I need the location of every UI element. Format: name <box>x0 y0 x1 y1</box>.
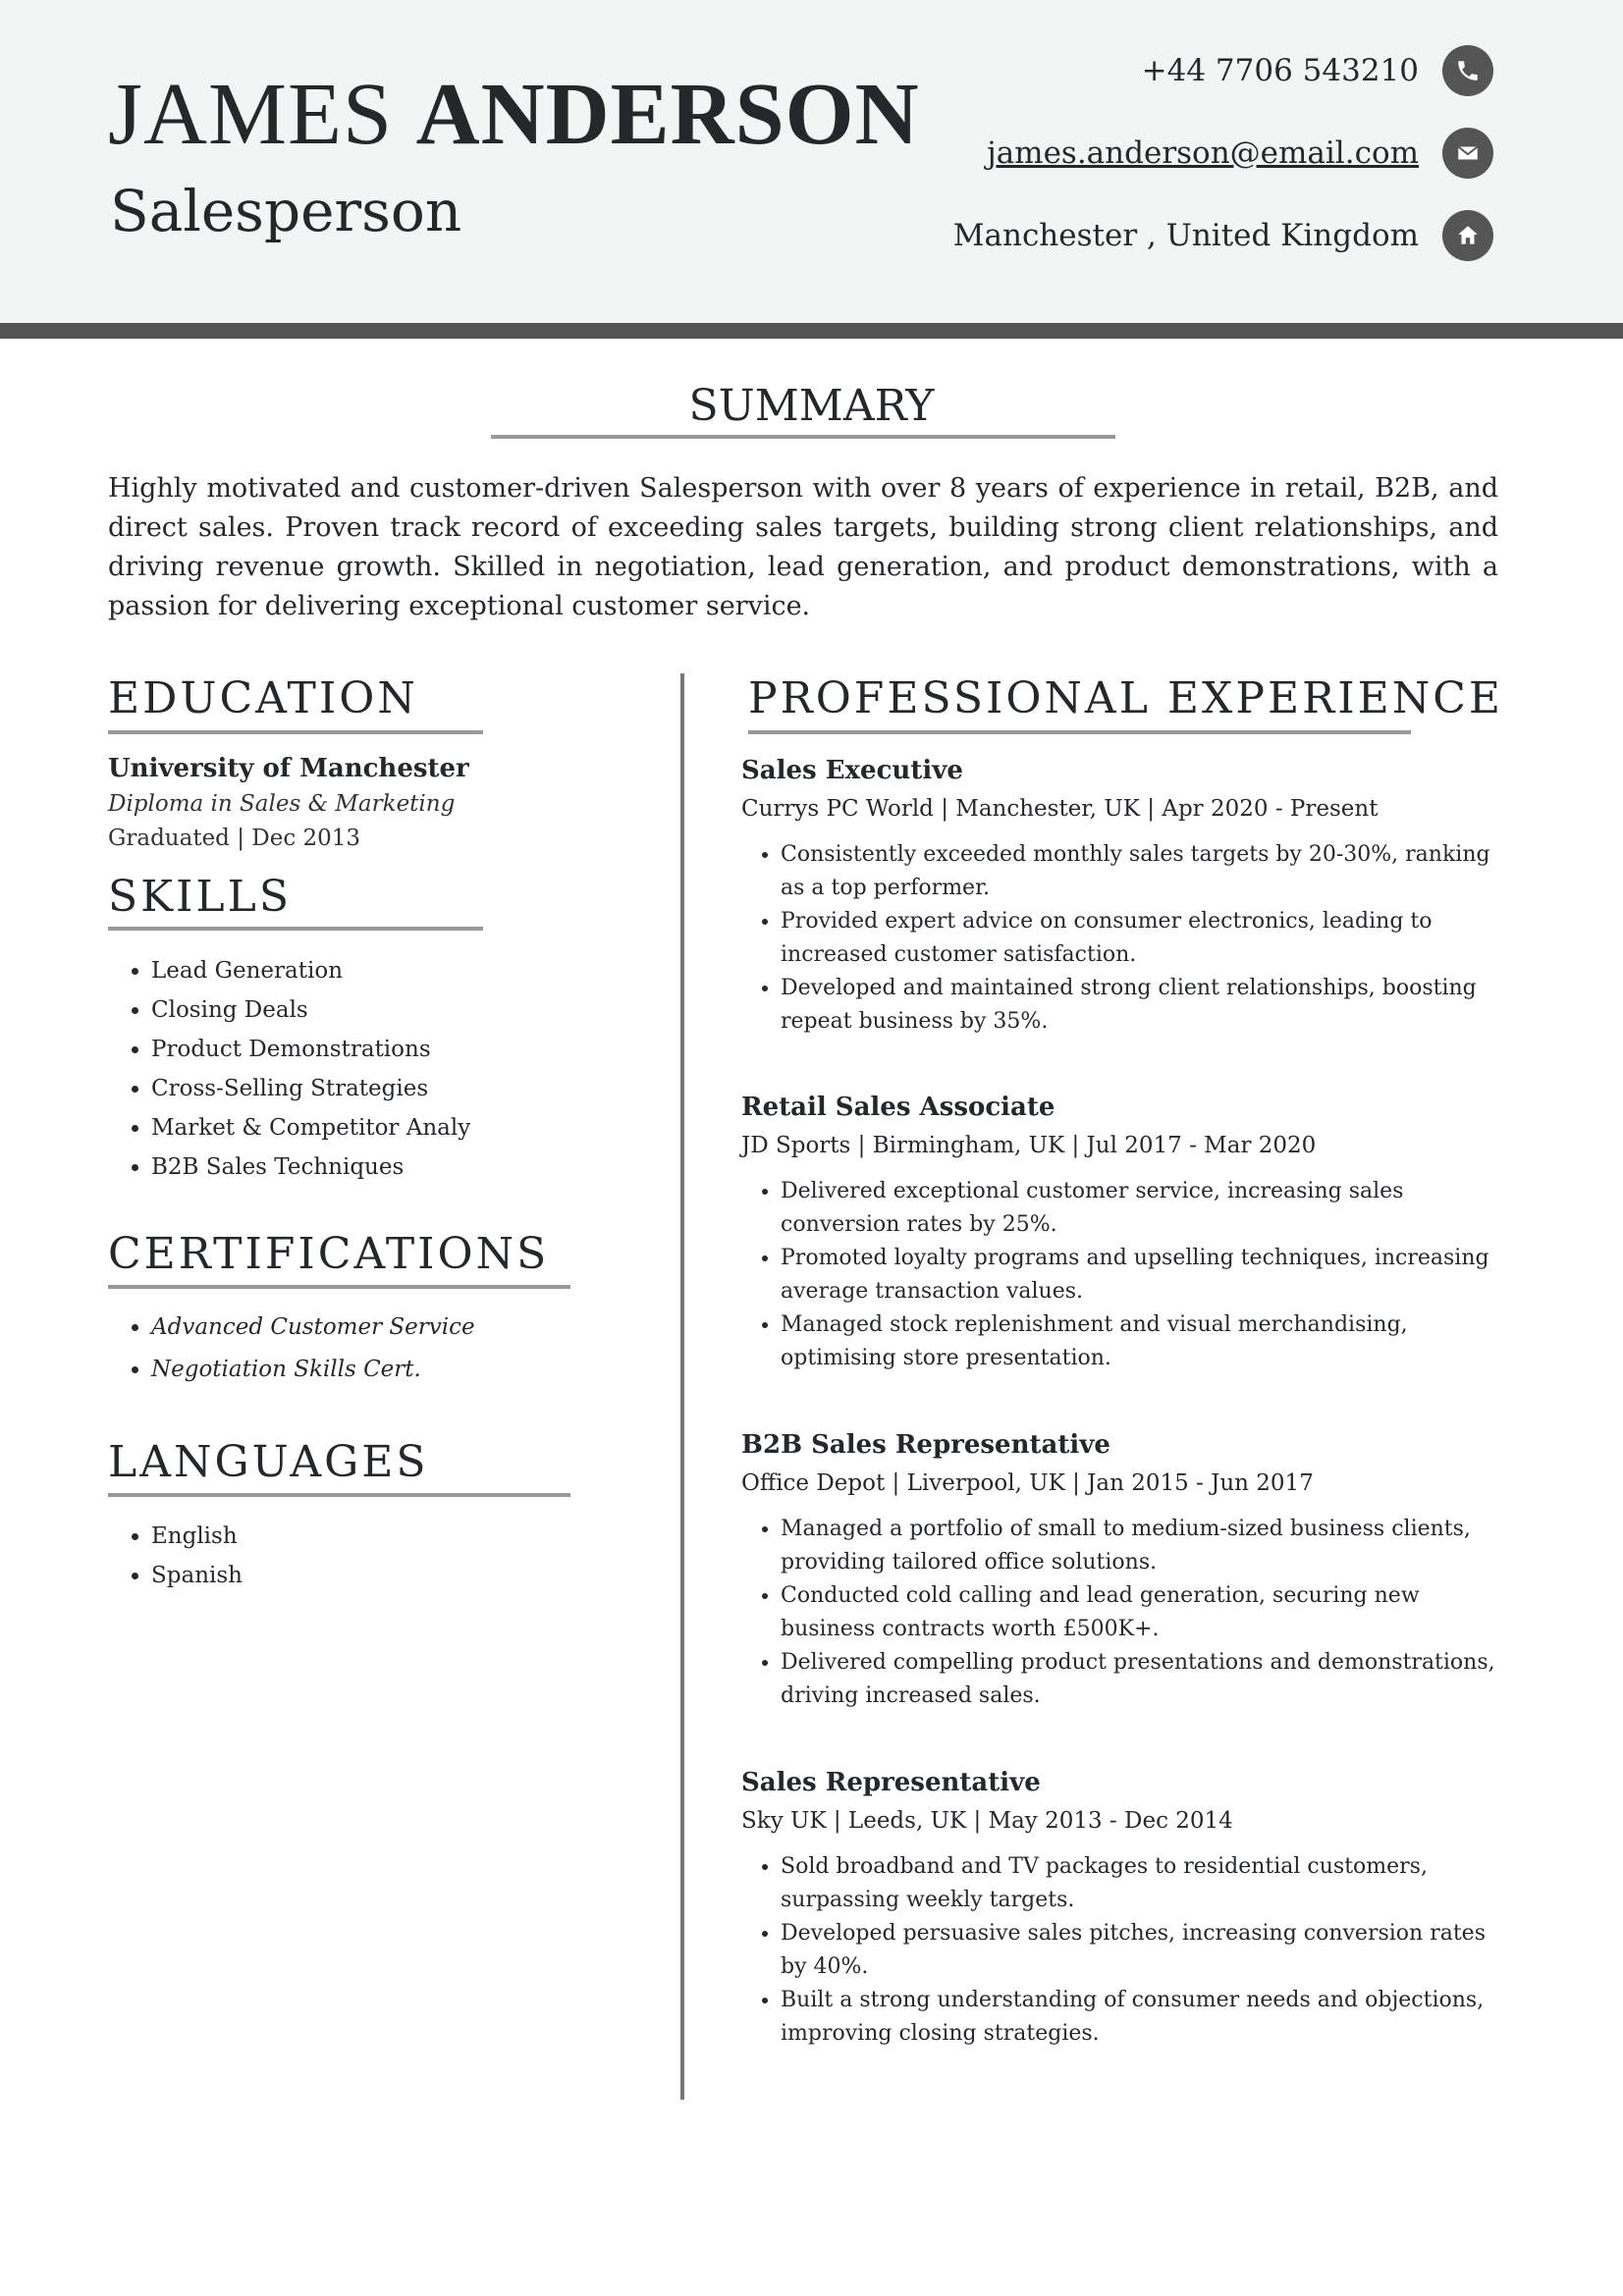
list-item: • Negotiation Skills Cert. <box>151 1349 475 1391</box>
education-heading: EDUCATION <box>108 673 418 723</box>
job-bullets <box>741 1513 1507 1713</box>
skills-rule <box>108 927 483 931</box>
list-item: • Spanish <box>151 1556 243 1595</box>
job-entry <box>741 1091 1507 1375</box>
email-link[interactable]: james.anderson@email.com <box>987 135 1419 171</box>
job-bullets <box>741 838 1507 1039</box>
job-entry <box>741 754 1507 1039</box>
job-entry <box>741 1428 1507 1713</box>
certifications-list <box>108 1307 475 1391</box>
certifications-heading: CERTIFICATIONS <box>108 1229 550 1279</box>
job-meta: Office Depot | Liverpool, UK | Jan 2015 - Jun 2017 <box>741 1470 1314 1496</box>
list-item: • B2B Sales Techniques <box>151 1148 470 1187</box>
list-item: • English <box>151 1517 243 1556</box>
certifications-rule <box>108 1285 570 1289</box>
education-school: University of Manchester <box>108 754 469 783</box>
experience-rule <box>748 730 1411 734</box>
list-item: • Market & Competitor Analy <box>151 1108 470 1148</box>
list-item: • Delivered exceptional customer service, increasing sales conversion rates by 25%. <box>781 1175 1507 1242</box>
column-divider <box>680 673 684 2100</box>
list-item: • Closing Deals <box>151 990 470 1030</box>
list-item: • Provided expert advice on consumer electronics, leading to increased customer satisfaction. <box>781 905 1507 972</box>
home-icon <box>1442 210 1493 261</box>
summary-text: Highly motivated and customer-driven Salesperson with over 8 years of experience in retail, B2B, and direct sales. Proven track record of exceeding sales targets, building strong client relationships, and driving revenue growth. Skilled in negotiation, lead generation, and product demonstrations, with a passion for delivering exceptional customer service. <box>108 473 1498 621</box>
list-item: • Sold broadband and TV packages to residential customers, surpassing weekly targets. <box>781 1850 1507 1917</box>
languages-list <box>108 1517 243 1595</box>
job-role: Retail Sales Associate <box>741 1093 1055 1122</box>
list-item: • Conducted cold calling and lead generation, securing new business contracts worth £500K+. <box>781 1579 1507 1646</box>
resume-header <box>0 0 1623 323</box>
envelope-icon <box>1442 128 1493 179</box>
education-rule <box>108 730 483 734</box>
first-name: JAMES <box>108 66 394 163</box>
job-role: Sales Representative <box>741 1768 1041 1797</box>
last-name: ANDERSON <box>415 66 920 163</box>
job-entry <box>741 1766 1507 2051</box>
skills-list <box>108 951 470 1187</box>
skills-heading: SKILLS <box>108 872 292 922</box>
job-bullets <box>741 1175 1507 1375</box>
job-meta: Currys PC World | Manchester, UK | Apr 2020 - Present <box>741 796 1379 822</box>
location-text: Manchester , United Kingdom <box>952 218 1419 253</box>
contact-phone <box>806 44 1493 97</box>
job-bullets <box>741 1850 1507 2051</box>
job-title: Salesperson <box>110 178 462 244</box>
job-meta: JD Sports | Birmingham, UK | Jul 2017 - Mar 2020 <box>741 1133 1317 1158</box>
education-graduated: Graduated | Dec 2013 <box>108 826 361 851</box>
list-item: • Advanced Customer Service <box>151 1307 475 1349</box>
header-divider-bar <box>0 323 1623 339</box>
languages-rule <box>108 1493 570 1497</box>
job-meta: Sky UK | Leeds, UK | May 2013 - Dec 2014 <box>741 1808 1233 1834</box>
list-item: • Cross-Selling Strategies <box>151 1069 470 1108</box>
experience-heading: PROFESSIONAL EXPERIENCE <box>748 673 1503 723</box>
list-item: • Promoted loyalty programs and upselling techniques, increasing average transaction values. <box>781 1242 1507 1308</box>
list-item: • Developed persuasive sales pitches, increasing conversion rates by 40%. <box>781 1917 1507 1984</box>
list-item: • Developed and maintained strong client relationships, boosting repeat business by 35%. <box>781 972 1507 1039</box>
list-item: • Lead Generation <box>151 951 470 990</box>
summary-rule <box>491 435 1115 439</box>
contact-email <box>806 127 1493 180</box>
education-degree: Diploma in Sales & Marketing <box>108 791 456 817</box>
list-item: • Product Demonstrations <box>151 1030 470 1069</box>
contact-location <box>806 209 1493 262</box>
list-item: • Consistently exceeded monthly sales targets by 20-30%, ranking as a top performer. <box>781 838 1507 905</box>
list-item: • Built a strong understanding of consumer needs and objections, improving closing strategies. <box>781 1984 1507 2051</box>
list-item: • Managed a portfolio of small to medium-sized business clients, providing tailored office solutions. <box>781 1513 1507 1579</box>
list-item: • Managed stock replenishment and visual merchandising, optimising store presentation. <box>781 1308 1507 1375</box>
summary-heading: SUMMARY <box>688 381 935 431</box>
candidate-name <box>108 66 920 163</box>
job-role: B2B Sales Representative <box>741 1430 1110 1460</box>
languages-heading: LANGUAGES <box>108 1437 429 1487</box>
job-role: Sales Executive <box>741 756 963 785</box>
phone-number: +44 7706 543210 <box>1141 53 1419 88</box>
phone-icon <box>1442 45 1493 96</box>
list-item: • Delivered compelling product presentations and demonstrations, driving increased sales. <box>781 1646 1507 1713</box>
